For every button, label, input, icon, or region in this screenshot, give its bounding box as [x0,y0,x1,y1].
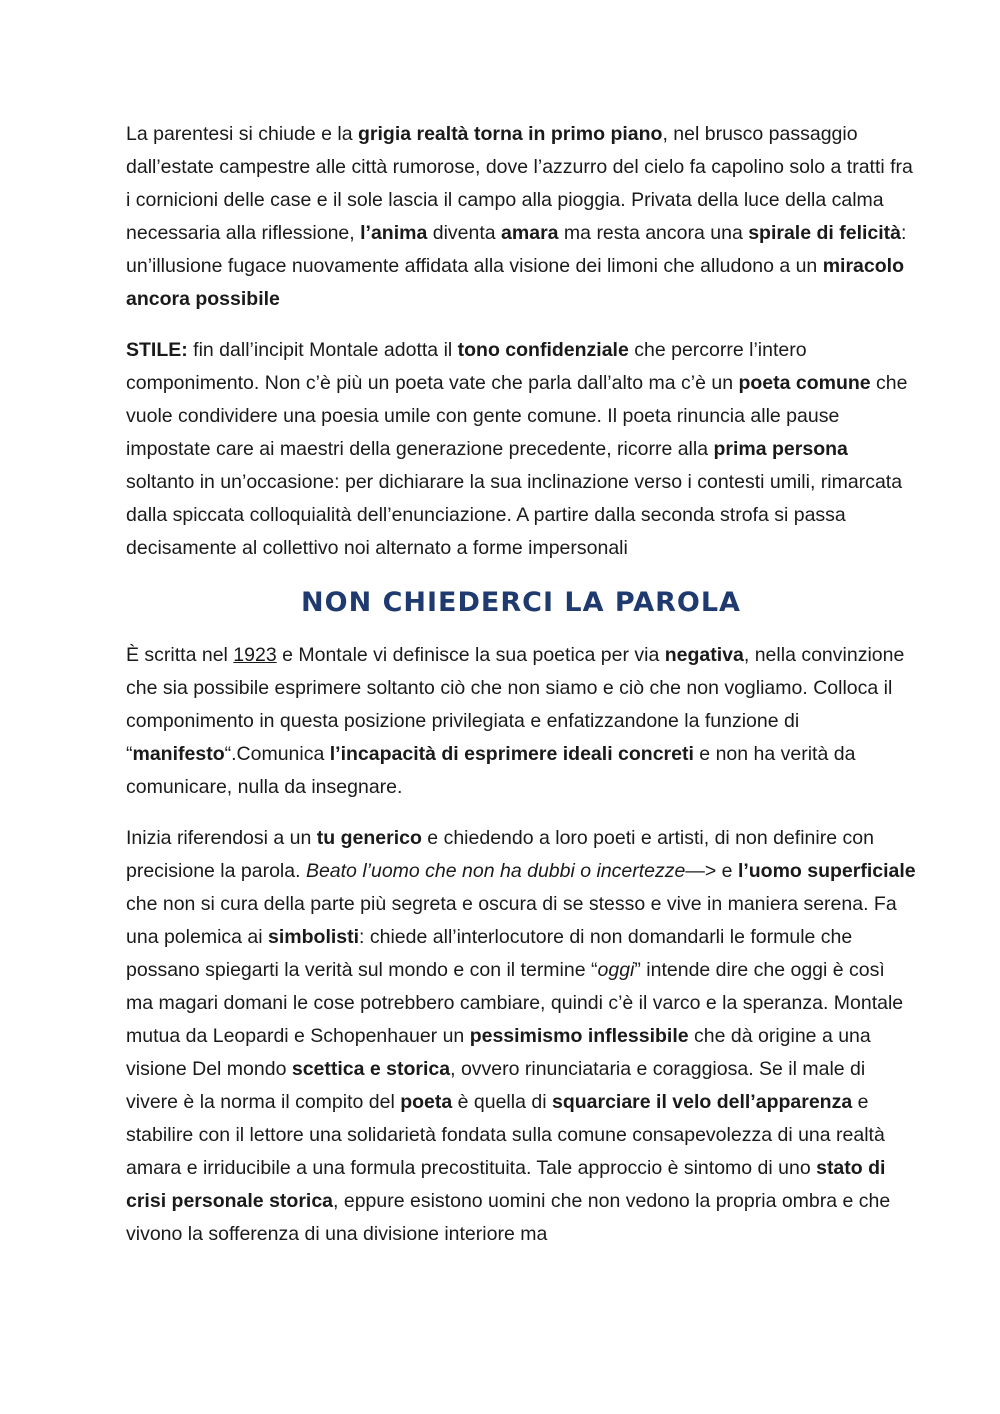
text-span: e stabilire con il lettore una solidarietà fondata sulla comune consapevolezza di una realtà amara e irriducibile a una formula precostituita. Tale approccio è sintomo di uno [126,1091,885,1179]
bold-text: prima persona [713,438,848,460]
bold-text: scettica e storica [291,1058,451,1080]
text-span: : un’illusione fugace nuovamente affidata alla visione dei limoni che alludono a un [126,222,907,277]
text-span: ma resta ancora una [558,222,749,244]
text-span: : chiede all’interlocutore di non domandarli le formule che possano spiegarti la verità sul mondo e con il termine “ [126,926,853,981]
bold-text: tu generico [316,827,422,849]
bold-text: spirale di felicità [748,222,902,244]
bold-text: pessimismo inflessibile [469,1025,689,1047]
text-span: La parentesi si chiude e la [126,123,358,145]
text-span: è quella di [452,1091,552,1113]
text-span: È scritta nel [126,644,234,666]
bold-text: l’incapacità di esprimere ideali concreti [329,743,694,765]
bold-text: tono confidenziale [457,339,629,361]
text-span: , eppure esistono uomini che non vedono la propria ombra e che vivono la sofferenza di una divisione interiore ma [126,1190,891,1245]
bold-text: miracolo ancora possibile [126,255,904,310]
bold-text: manifesto [132,743,225,765]
text-span: , nel brusco passaggio dall’estate campestre alle città rumorose, dove l’azzurro del cielo fa capolino solo a tratti fra i cornicioni delle case e il sole lascia il campo alla pioggia. Privata della luce della calma necessaria alla riflessione, [126,123,913,244]
text-span: , nella convinzione che sia possibile esprimere soltanto ciò che non siamo e ciò che non vogliamo. Colloca il componimento in questa posizione privilegiata e enfatizzandone la funzione di “ [126,644,905,765]
bold-text: poeta [400,1091,453,1113]
text-span: soltanto in un’occasione: per dichiarare la sua inclinazione verso i contesti umili, rimarcata dalla spiccata colloquialità dell’enunciazione. A partire dalla seconda strofa si passa decisamente al collettivo noi alternato a forme impersonali [126,471,903,559]
text-span: —> e [685,860,738,882]
document-page [126,118,916,1251]
text-span: e Montale vi definisce la sua poetica per via [276,644,665,666]
paragraph-analysis [126,822,916,1251]
text-span: che non si cura della parte più segreta e oscura di se stesso e vive in maniera serena. Fa una polemica ai [126,893,897,948]
bold-text: squarciare il velo dell’apparenza [551,1091,853,1113]
italic-quote: oggi [597,959,635,981]
text-span: che dà origine a una visione Del mondo [126,1025,871,1080]
text-span: che percorre l’intero componimento. Non c’è più un poeta vate che parla dall’alto ma c’è un [126,339,807,394]
bold-text: grigia realtà torna in primo piano [357,123,663,145]
text-span: e chiedendo a loro poeti e artisti, di non definire con precisione la parola. [126,827,874,882]
text-span: diventa [427,222,502,244]
paragraph-stile [126,334,916,565]
bold-text: poeta comune [738,372,871,394]
text-span: Inizia riferendosi a un [126,827,317,849]
text-span: “.Comunica [224,743,330,765]
text-span: che vuole condividere una poesia umile con gente comune. Il poeta rinuncia alle pause impostate care ai maestri della generazione precedente, ricorre alla [126,372,908,460]
bold-text: negativa [664,644,744,666]
bold-text: simbolisti [268,926,360,948]
text-span: fin dall’incipit Montale adotta il [187,339,458,361]
bold-text: l’anima [360,222,428,244]
bold-text: l’uomo superficiale [737,860,916,882]
bold-text: amara [501,222,559,244]
paragraph-limoni-conclusion [126,118,916,316]
paragraph-intro-poem [126,639,916,804]
underlined-year: 1923 [233,644,277,666]
section-heading: NON CHIEDERCI LA PAROLA [301,587,741,618]
text-span: e non ha verità da comunicare, nulla da insegnare. [126,743,856,798]
text-span: ” intende dire che oggi è così ma magari domani le cose potrebbero cambiare, quindi c’è il varco e la speranza. Montale mutua da Leopardi e Schopenhauer un [126,959,904,1047]
stile-label: STILE: [126,339,188,361]
text-span: , ovvero rinunciataria e coraggiosa. Se il male di vivere è la norma il compito del [126,1058,866,1113]
bold-text: stato di crisi personale storica [126,1157,886,1212]
italic-quote: Beato l’uomo che non ha dubbi o incertezze [305,860,686,882]
